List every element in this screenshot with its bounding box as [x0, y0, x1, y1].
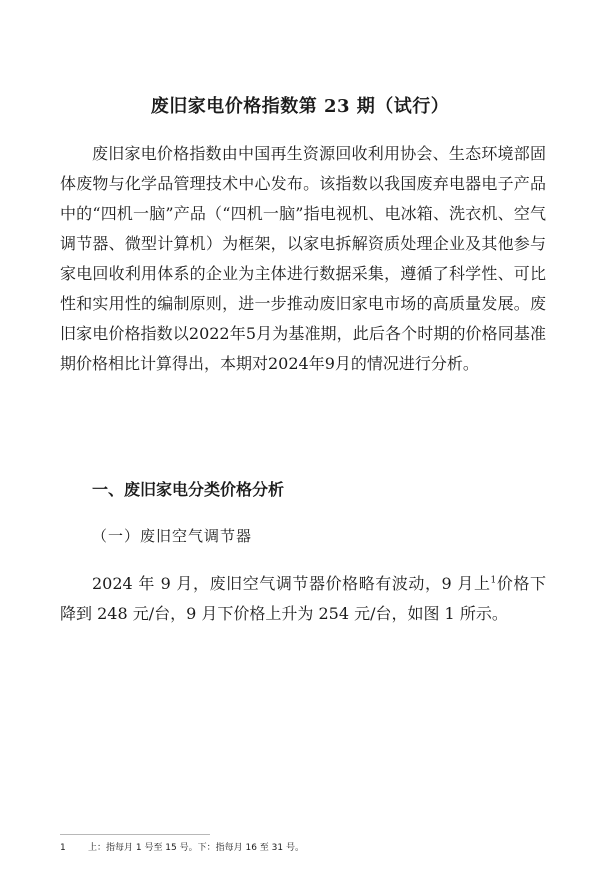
- section-heading: 一、废旧家电分类价格分析: [92, 480, 285, 499]
- footnote-reference[interactable]: 1: [490, 575, 497, 586]
- footnote-mark: 1: [60, 843, 66, 853]
- footnote-divider: [60, 834, 210, 835]
- analysis-text-before: 2024 年 9 月，废旧空气调节器价格略有波动，9 月上: [92, 574, 491, 593]
- document-title: 废旧家电价格指数第 23 期（试行）: [150, 96, 450, 117]
- intro-paragraph: 废旧家电价格指数由中国再生资源回收利用协会、生态环境部固体废物与化学品管理技术中心发布。该指数以我国废弃电器电子产品中的“四机一脑”产品（“四机一脑”指电视机、电冰箱、洗衣机、空气调节器、微型计算机）为框架，以家电拆解资质处理企业及其他参与家电回收利用体系的企业为主体进行数据采集，遵循了科学性、可比性和实用性的编制原则，进一步推动废旧家电市场的高质量发展。废旧家电价格指数以2022年5月为基准期，此后各个时期的价格同基准期价格相比计算得出，本期对2024年9月的情况进行分析。: [60, 144, 546, 373]
- subsection-heading: （一）废旧空气调节器: [92, 527, 253, 545]
- analysis-text-after: 价格下降到 248 元/台，9 月下价格上升为 254 元/台，如图 1 所示。: [60, 574, 546, 623]
- footnote: [60, 841, 304, 855]
- footnote-text: 上：指每月 1 号至 15 号。下：指每月 16 至 31 号。: [88, 843, 304, 853]
- analysis-paragraph: [60, 569, 546, 629]
